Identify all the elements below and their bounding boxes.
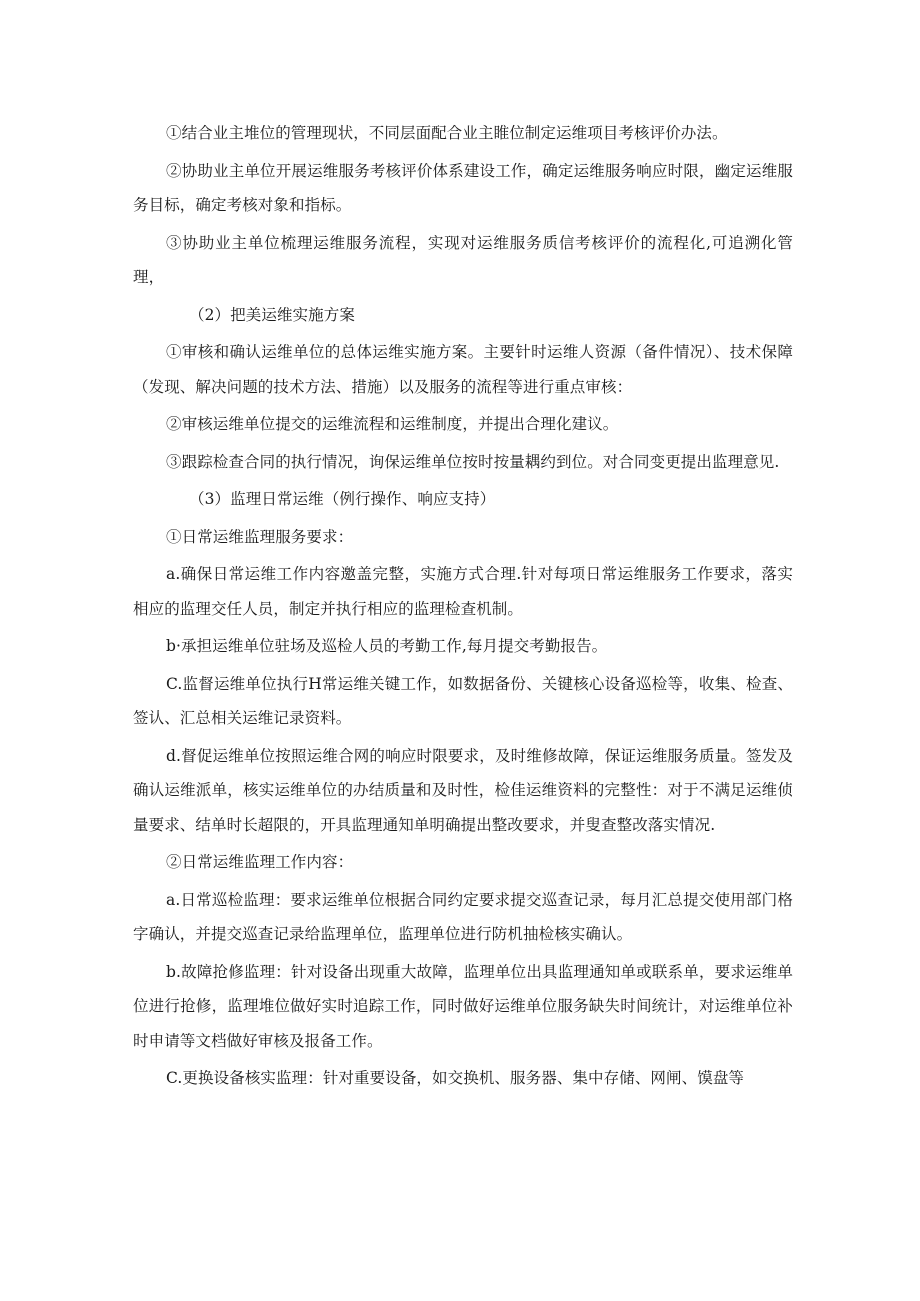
paragraph: C.更换设备核实监理：针对重要设备，如交换机、服务器、集中存储、网闸、馍盘等	[166, 1069, 745, 1087]
section-heading: （2）把美运维实施方案	[189, 305, 355, 324]
paragraph: ①结合业主堆位的管理现状，不同层面配合业主睢位制定运维项目考核评价办法。	[166, 124, 728, 142]
paragraph: b·承担运维单位驻场及巡检人员的考勤工作,每月提交考勤报告。	[166, 637, 608, 655]
paragraph: ②审核运维单位提交的运维流程和运维制度，并提出合理化建议。	[166, 415, 619, 433]
document-body	[133, 116, 793, 1099]
paragraph: ①日常运维监理服务要求：	[166, 527, 354, 546]
paragraph: ②日常运维监理工作内容：	[166, 853, 354, 871]
section-heading: （3）监理日常运维（例行操作、响应支持）	[189, 490, 496, 508]
paragraph: C.监督运维单位执行H常运维关键工作，如数据备份、关键核心设备巡检等，收集、检查、签认、汇总相关运维记录资料。	[133, 674, 793, 727]
paragraph: d.督促运维单位按照运维合网的响应时限要求，及时维修故障，保证运维服务质量。签发及确认运维派单，核实运维单位的办结质量和及时性，检佳运维资料的完整性：对于不满足运维侦量要求、结单时长超限的，开具监理通知单明确提出整改要求，并叟查整改落实情况.	[133, 746, 793, 834]
paragraph: b.故障抢修监理：针对设备出现重大故障，监理单位出具监理通知单或联系单，要求运维单位进行抢修，监理堆位做好实时追踪工作，同时做好运维单位服务缺失时间统计，对运维单位补时申请等文档做好审核及报备工作。	[133, 962, 793, 1050]
paragraph: ②协助业主单位开展运维服务考核评价体系建设工作，确定运维服务响应时限，幽定运维服务目标，确定考核对象和指标。	[133, 161, 793, 214]
paragraph: a.日常巡检监理：要求运维单位根据合同约定要求提交巡查记录，每月汇总提交使用部门格字确认，并提交巡查记录给监理单位，监理单位进行防机抽检核实确认。	[133, 890, 793, 943]
paragraph: a.确保日常运维工作内容邀盖完整，实施方式合理.针对每项日常运维服务工作要求，落实相应的监理交任人员，制定并执行相应的监理检查机制。	[133, 565, 793, 618]
paragraph: ③跟踪检查合同的执行情况，询保运维单位按时按量耦约到位。对合同变更提出监理意见.	[166, 452, 780, 471]
paragraph: ①审核和确认运维单位的总体运维实施方案。主要针时运维人资源（备件情况）、技术保障（发现、解决问题的技术方法、措施）以及服务的流程等进行重点审核：	[133, 343, 793, 396]
paragraph: ③协助业主单位梳理运维服务流程，实现对运维服务质信考核评价的流程化,可追溯化管理，	[133, 233, 793, 286]
